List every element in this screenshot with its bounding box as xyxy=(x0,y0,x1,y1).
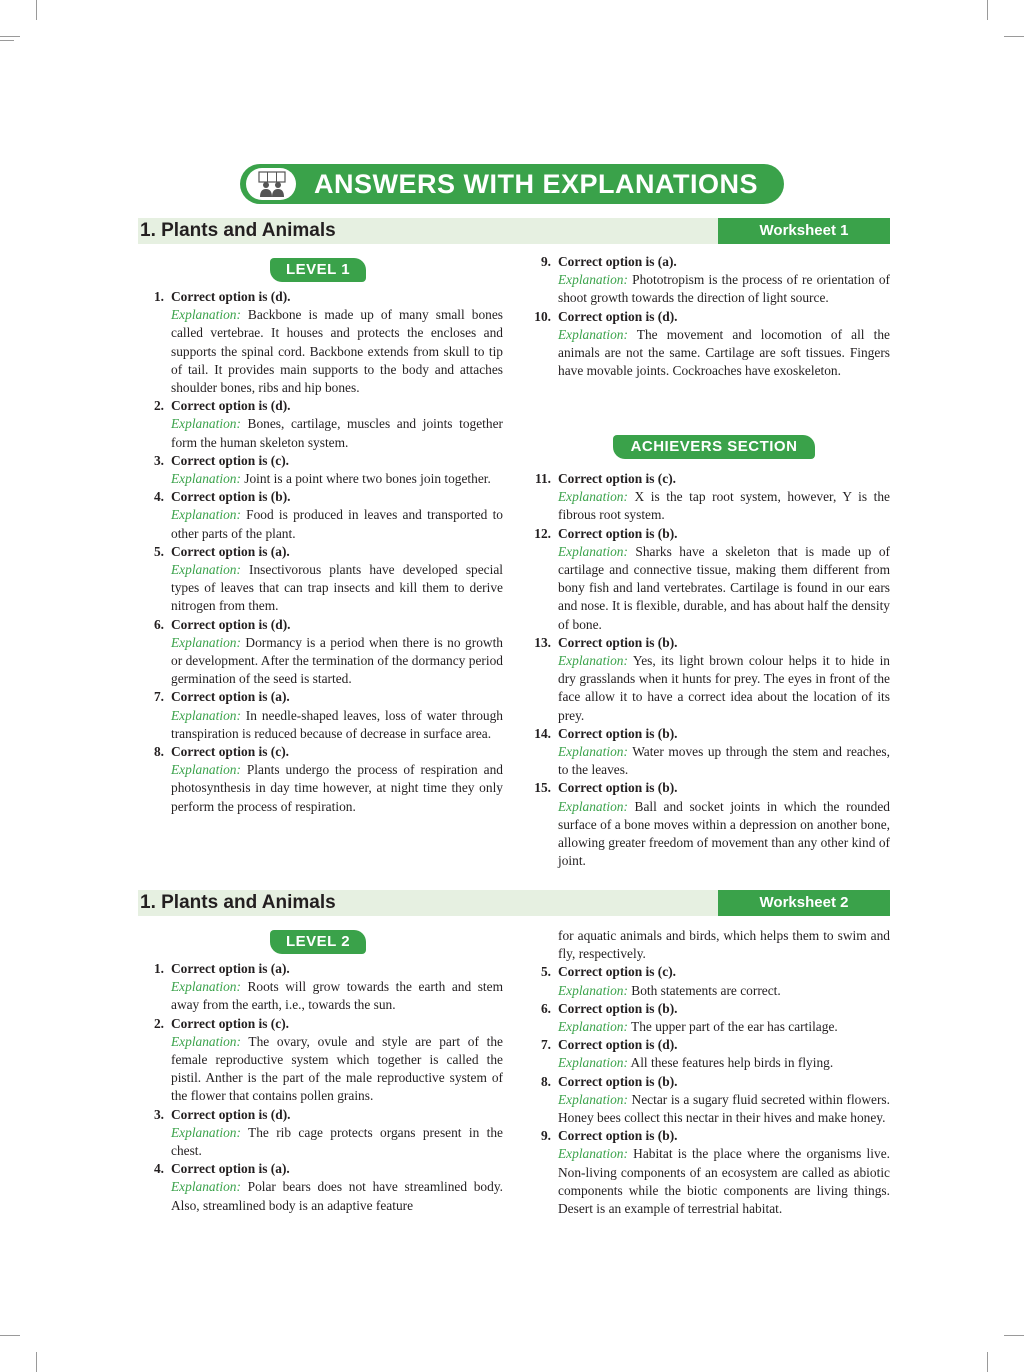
question-number: 1. xyxy=(153,961,164,976)
correct-option: Correct option is (a). xyxy=(171,689,290,705)
crop-mark xyxy=(36,1352,37,1372)
explanation xyxy=(558,1091,890,1127)
answer-item xyxy=(525,634,890,725)
explanation-label: Explanation: xyxy=(558,326,628,342)
crop-mark xyxy=(1004,1335,1024,1336)
explanation-text: Water moves up through the stem and reaches, to the leaves. xyxy=(558,744,890,778)
answer-item xyxy=(138,488,503,543)
explanation xyxy=(558,1018,890,1036)
ws1-left-column xyxy=(138,288,503,816)
explanation xyxy=(171,561,503,616)
explanation-text: The movement and locomotion of all the animals are not the same. Cartilage are soft tissues. Fingers have movable joints. Cockroaches have exoskeleton. xyxy=(558,326,890,379)
chapter-title: 1. Plants and Animals xyxy=(140,220,336,241)
question-number: 3. xyxy=(153,1106,164,1122)
explanation xyxy=(558,982,890,1000)
answer-item xyxy=(525,779,890,870)
answer-item xyxy=(525,253,890,308)
answer-item xyxy=(525,1073,890,1128)
explanation-text: Plants undergo the process of respiration and photosynthesis in day time however, at night time they only perform the process of respiration. xyxy=(171,762,503,814)
explanation xyxy=(558,652,890,725)
explanation xyxy=(171,978,503,1014)
answer-item xyxy=(138,616,503,689)
correct-option: Correct option is (b). xyxy=(558,725,678,741)
explanation-text: Phototropism is the process of re orientation of shoot growth towards the direction of light source. xyxy=(558,272,890,306)
answer-item xyxy=(525,1127,890,1218)
explanation-label: Explanation: xyxy=(558,1019,628,1035)
section-band-ws2 xyxy=(138,890,890,916)
correct-option: Correct option is (b). xyxy=(171,489,291,505)
explanation-label: Explanation: xyxy=(171,634,241,650)
explanation-text: The ovary, ovule and style are part of the female reproductive system which together is called the pistil. Anther is the part of the male reproductive system of the flower that contains pollen grains. xyxy=(171,1033,503,1104)
explanation-text: Sharks have a skeleton that is made up of cartilage and connective tissue, making them different from bony fish and land vertebrates. Cartilage is found in our ears and nose. It is flexible, durable, and has about half the density of bone. xyxy=(558,543,890,632)
explanation-label: Explanation: xyxy=(171,507,241,523)
explanation-text: Ball and socket joints in which the rounded surface of a bone moves within a depression on another bone, allowing greater freedom of movement than any other kind of joint. xyxy=(558,798,890,869)
explanation xyxy=(171,1033,503,1106)
explanation-text: The upper part of the ear has cartilage. xyxy=(627,1019,838,1035)
correct-option: Correct option is (d). xyxy=(171,398,291,414)
students-icon xyxy=(258,171,286,197)
explanation-text: Food is produced in leaves and transported to other parts of the plant. xyxy=(171,507,503,541)
explanation-label: Explanation: xyxy=(558,982,628,998)
answer-item xyxy=(138,452,503,488)
crop-mark xyxy=(1004,36,1024,37)
explanation-text: All these features help birds in flying. xyxy=(627,1055,834,1071)
answer-item xyxy=(138,543,503,616)
explanation-text: Bones, cartilage, muscles and joints together form the human skeleton system. xyxy=(171,416,503,450)
ws2-right-list xyxy=(525,963,890,1218)
question-number: 6. xyxy=(540,1000,551,1016)
ws1-right-column-bottom xyxy=(525,470,890,870)
explanation-label: Explanation: xyxy=(558,1146,628,1162)
explanation-label: Explanation: xyxy=(171,471,241,487)
answer-item xyxy=(525,725,890,780)
ws2-left-column xyxy=(138,960,503,1215)
explanation-text: Roots will grow towards the earth and stem away from the earth, i.e., towards the sun. xyxy=(171,979,503,1013)
question-number: 5. xyxy=(153,543,164,559)
correct-option: Correct option is (a). xyxy=(558,254,677,269)
explanation-label: Explanation: xyxy=(171,1124,241,1140)
question-number: 4. xyxy=(153,1161,164,1177)
explanation-label: Explanation: xyxy=(171,307,241,323)
question-number: 12. xyxy=(534,525,551,541)
explanation-label: Explanation: xyxy=(558,489,628,505)
explanation-text: Polar bears does not have streamlined body. Also, streamlined body is an adaptive feature xyxy=(171,1179,503,1213)
correct-option: Correct option is (d). xyxy=(558,308,678,324)
explanation-label: Explanation: xyxy=(171,707,241,723)
explanation-label: Explanation: xyxy=(171,1033,241,1049)
answer-item xyxy=(138,1106,503,1161)
answer-item xyxy=(138,288,503,397)
correct-option: Correct option is (c). xyxy=(558,471,677,486)
explanation xyxy=(171,707,503,743)
crop-mark xyxy=(0,1335,20,1336)
correct-option: Correct option is (c). xyxy=(171,744,290,760)
explanation-text: Insectivorous plants have developed special types of leaves that can trap insects and kill them to derive nitrogen from them. xyxy=(171,562,503,614)
page-header xyxy=(240,164,784,204)
correct-option: Correct option is (b). xyxy=(558,780,678,796)
explanation-text: Joint is a point where two bones join together. xyxy=(240,471,491,487)
answer-item xyxy=(138,960,503,1015)
explanation-label: Explanation: xyxy=(558,744,628,760)
question-number: 2. xyxy=(153,398,164,414)
header-icon-badge xyxy=(246,168,296,200)
crop-mark xyxy=(36,0,37,20)
explanation-label: Explanation: xyxy=(171,1179,241,1195)
explanation xyxy=(558,326,890,381)
level-1-pill: LEVEL 1 xyxy=(270,258,366,282)
level-2-pill: LEVEL 2 xyxy=(270,930,366,954)
explanation xyxy=(171,1178,503,1214)
question-number: 2. xyxy=(153,1015,164,1031)
explanation-label: Explanation: xyxy=(558,272,628,288)
correct-option: Correct option is (b). xyxy=(558,634,678,650)
question-number: 8. xyxy=(540,1073,551,1089)
explanation-text: Yes, its light brown colour helps it to hide in dry grasslands when it hunts for prey. The eyes in front of the face allow it to have a correct idea about the location of its prey. xyxy=(558,653,890,723)
question-number: 1. xyxy=(153,289,164,304)
explanation-text: Backbone is made up of many small bones called vertebrae. It houses and protects the encloses and supports the spinal cord. Backbone extends from skull to tip of tail. It provides main supports to the body and attaches shoulder bones, ribs and hip bones. xyxy=(171,307,503,396)
correct-option: Correct option is (d). xyxy=(171,616,291,632)
question-number: 3. xyxy=(153,452,164,468)
explanation-text: The rib cage protects organs present in the chest. xyxy=(171,1124,503,1159)
crop-mark xyxy=(987,0,988,20)
explanation-text: X is the tap root system, however, Y is the fibrous root system. xyxy=(558,489,890,523)
continued-text: for aquatic animals and birds, which helps them to swim and fly, respectively. xyxy=(558,928,890,962)
worksheet-tag: Worksheet 2 xyxy=(718,890,890,916)
correct-option: Correct option is (a). xyxy=(171,1161,290,1177)
question-number: 4. xyxy=(153,489,164,505)
explanation-label: Explanation: xyxy=(558,1091,628,1107)
explanation xyxy=(171,1124,503,1160)
explanation xyxy=(558,1145,890,1218)
explanation xyxy=(558,743,890,779)
question-number: 11. xyxy=(535,471,551,486)
answer-item xyxy=(525,963,890,999)
answer-item xyxy=(138,688,503,743)
explanation-label: Explanation: xyxy=(171,416,241,432)
correct-option: Correct option is (c). xyxy=(171,452,290,468)
answer-item xyxy=(525,1000,890,1036)
correct-option: Correct option is (c). xyxy=(558,964,677,980)
explanation xyxy=(171,470,503,488)
explanation xyxy=(171,415,503,451)
section-band-ws1 xyxy=(138,218,890,244)
answer-item xyxy=(525,308,890,381)
explanation-text: Dormancy is a period when there is no growth or development. After the termination of the dormancy period germination of the seed is started. xyxy=(171,634,503,687)
answer-item xyxy=(138,1015,503,1106)
question-number: 8. xyxy=(153,744,164,760)
explanation xyxy=(558,798,890,871)
explanation xyxy=(171,761,503,816)
correct-option: Correct option is (d). xyxy=(171,289,291,304)
question-number: 7. xyxy=(540,1037,551,1053)
question-number: 9. xyxy=(540,1128,551,1144)
page-title: ANSWERS WITH EXPLANATIONS xyxy=(314,169,758,199)
answer-item xyxy=(138,743,503,816)
crop-mark xyxy=(0,40,14,41)
explanation-text: Habitat is the place where the organisms live. Non-living components of an ecosystem are called as abiotic components while the biotic components are living things. Desert is an example of terrestrial habitat. xyxy=(558,1146,890,1217)
explanation xyxy=(558,1054,890,1072)
explanation-label: Explanation: xyxy=(558,1055,628,1071)
explanation xyxy=(558,488,890,524)
explanation-text: Nectar is a sugary fluid secreted within flowers. Honey bees collect this nectar in their hives and make honey. xyxy=(558,1091,890,1126)
chapter-title: 1. Plants and Animals xyxy=(140,892,336,913)
explanation xyxy=(558,271,890,307)
explanation-label: Explanation: xyxy=(171,562,241,578)
answer-item xyxy=(525,470,890,525)
worksheet-tag: Worksheet 1 xyxy=(718,218,890,244)
explanation-label: Explanation: xyxy=(171,762,241,778)
correct-option: Correct option is (c). xyxy=(171,1015,290,1031)
explanation xyxy=(171,506,503,542)
ws2-right-column xyxy=(525,927,890,1218)
question-number: 9. xyxy=(540,254,551,269)
correct-option: Correct option is (d). xyxy=(558,1037,678,1053)
answer-item xyxy=(525,1036,890,1072)
question-number: 14. xyxy=(534,725,551,741)
explanation-label: Explanation: xyxy=(558,798,628,814)
explanation-label: Explanation: xyxy=(171,979,241,995)
question-number: 5. xyxy=(540,964,551,980)
crop-mark xyxy=(0,36,20,37)
correct-option: Correct option is (a). xyxy=(171,961,290,976)
correct-option: Correct option is (d). xyxy=(171,1106,291,1122)
question-number: 13. xyxy=(534,634,551,650)
correct-option: Correct option is (b). xyxy=(558,1073,678,1089)
answer-item xyxy=(138,1160,503,1215)
explanation-text: In needle-shaped leaves, loss of water through transpiration is reduced because of decrease in surface area. xyxy=(171,707,503,741)
question-number: 15. xyxy=(534,780,551,796)
question-number: 10. xyxy=(534,308,551,324)
question-number: 6. xyxy=(153,616,164,632)
correct-option: Correct option is (b). xyxy=(558,1000,678,1016)
question-number: 7. xyxy=(153,689,164,705)
explanation xyxy=(558,543,890,634)
correct-option: Correct option is (b). xyxy=(558,525,678,541)
explanation xyxy=(171,306,503,397)
explanation-label: Explanation: xyxy=(558,543,628,559)
explanation-label: Explanation: xyxy=(558,653,628,669)
explanation xyxy=(171,634,503,689)
answer-item xyxy=(138,397,503,452)
correct-option: Correct option is (b). xyxy=(558,1128,678,1144)
explanation-text: Both statements are correct. xyxy=(627,982,781,998)
achievers-section-pill: ACHIEVERS SECTION xyxy=(613,435,815,459)
ws1-right-column-top xyxy=(525,253,890,380)
correct-option: Correct option is (a). xyxy=(171,543,290,559)
answer-item xyxy=(525,525,890,634)
crop-mark xyxy=(987,1352,988,1372)
